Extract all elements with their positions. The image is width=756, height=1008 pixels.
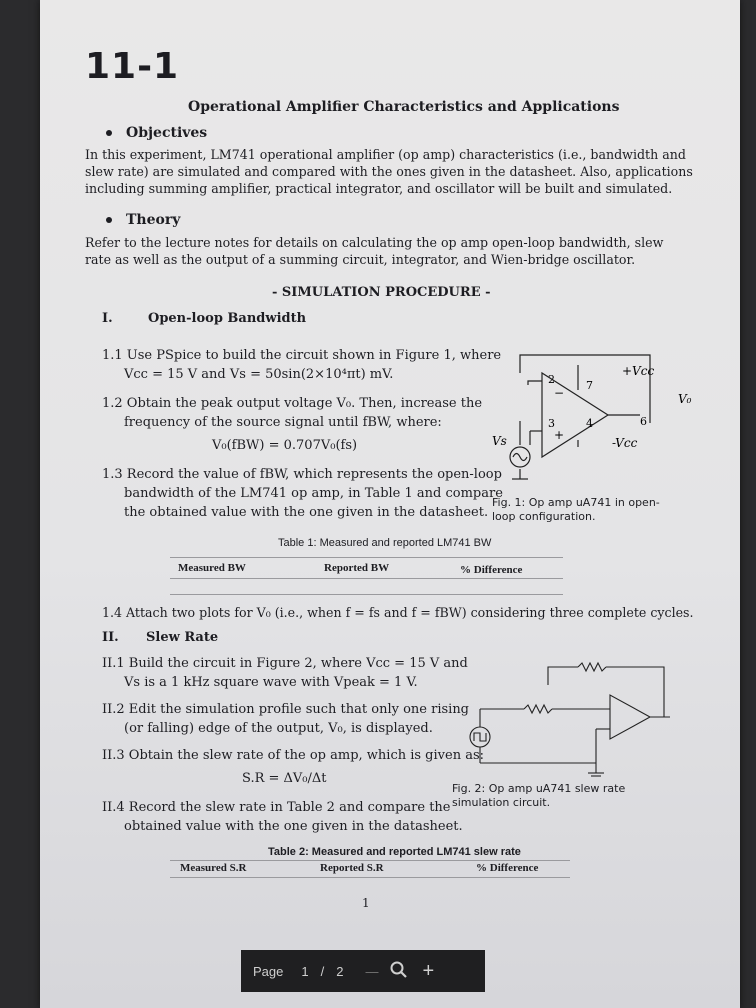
procedure-heading: - SIMULATION PROCEDURE - — [272, 285, 491, 300]
pin4-label: 4 — [586, 417, 593, 430]
table-1-header-reported: Reported BW — [324, 562, 390, 574]
table-2-header-rule — [170, 877, 570, 878]
pin7-label: 7 — [586, 379, 593, 392]
zoom-icon[interactable] — [390, 961, 408, 982]
vcc-neg-label: -Vcc — [612, 436, 638, 450]
table-1-header-difference: % Difference — [460, 564, 523, 576]
step-2-1: II.1 Build the circuit in Figure 2, where Vcc = 15 V and Vs is a 1 kHz square wave with Vpeak = 1 V. — [102, 656, 468, 690]
section-2-title: Slew Rate — [146, 630, 219, 645]
document-number: 11-1 — [85, 46, 180, 87]
document-page — [40, 0, 740, 1008]
vcc-pos-label: +Vcc — [622, 364, 655, 378]
table-1-bottom-rule — [170, 594, 563, 595]
plus-terminal: + — [554, 428, 565, 442]
zoom-out-button[interactable]: — — [365, 963, 379, 979]
step-2-3: II.3 Obtain the slew rate of the op amp, which is given as: S.R = ΔV₀/Δt — [102, 748, 485, 786]
table-1-top-rule — [170, 557, 563, 558]
table-1-header-rule — [170, 578, 563, 579]
page-navigator — [241, 950, 485, 992]
figure-2-circuit — [460, 655, 680, 785]
step-1-3: 1.3 Record the value of fBW, which represents the open-loop bandwidth of the LM741 op amp, in Table 1 and compare the obtained value with the one given in the datasheet. — [102, 467, 503, 520]
section-1-title: Open-loop Bandwidth — [148, 311, 307, 326]
pin2-label: 2 — [548, 373, 555, 386]
vo-label: V₀ — [678, 392, 692, 406]
bullet-icon — [106, 217, 112, 223]
table-1-header-measured: Measured BW — [178, 562, 246, 574]
figure-1-caption: Fig. 1: Op amp uA741 in open- loop configuration. — [492, 496, 660, 523]
table-2-header-difference: % Difference — [476, 862, 539, 874]
vs-label: Vs — [492, 434, 507, 448]
table-2-top-rule — [170, 860, 570, 861]
pager-label: Page — [253, 963, 284, 979]
pager-current[interactable]: 1 — [301, 963, 309, 979]
section-2-number: II. — [102, 630, 119, 645]
theory-heading: Theory — [106, 212, 180, 228]
step-1-2: 1.2 Obtain the peak output voltage V₀. Then, increase the frequency of the source signal until fBW, where: V₀(fBW) = 0.707V₀(fs) — [102, 396, 483, 453]
theory-text: Refer to the lecture notes for details on calculating the op amp open-loop bandwidth, slew rate as well as the output of a summing circuit, integrator, and Wien-bridge oscillator. — [85, 235, 664, 267]
zoom-in-button[interactable]: + — [422, 959, 435, 982]
step-1-4: 1.4 Attach two plots for V₀ (i.e., when f = fs and f = fBW) considering three complete cycles. — [102, 605, 694, 620]
figure-2-caption: Fig. 2: Op amp uA741 slew rate simulation circuit. — [452, 782, 626, 809]
page-title: Operational Amplifier Characteristics and Applications — [188, 99, 620, 115]
table-2-header-reported: Reported S.R — [320, 862, 384, 874]
step-1-1: 1.1 Use PSpice to build the circuit shown in Figure 1, where Vcc = 15 V and Vs = 50sin(2×10⁴πt) mV. — [102, 348, 502, 382]
bullet-icon — [106, 130, 112, 136]
objectives-text: In this experiment, LM741 operational amplifier (op amp) characteristics (i.e., bandwidth and slew rate) are simulated and compared with the ones given in the datasheet. Also, applications including summing amplifier, practical integrator, and oscillator will be built and simulated. — [85, 147, 693, 196]
pager-separator: / — [320, 963, 325, 979]
page-number: 1 — [362, 896, 370, 910]
pin3-label: 3 — [548, 417, 555, 430]
step-2-4: II.4 Record the slew rate in Table 2 and compare the obtained value with the one given in the datasheet. — [102, 800, 463, 834]
table-1-title: Table 1: Measured and reported LM741 BW — [278, 537, 492, 549]
pager-total: 2 — [336, 963, 344, 979]
op-amp-symbol — [610, 695, 650, 739]
input-resistor-icon — [524, 705, 552, 713]
figure-1-circuit — [490, 345, 690, 475]
feedback-resistor-icon — [578, 663, 606, 671]
table-2-title: Table 2: Measured and reported LM741 slew rate — [268, 846, 521, 858]
objectives-heading: Objectives — [106, 125, 207, 141]
step-2-2: II.2 Edit the simulation profile such that only one rising (or falling) edge of the output, V₀, is displayed. — [102, 702, 470, 736]
pin6-label: 6 — [640, 415, 647, 428]
section-1-number: I. — [102, 311, 113, 326]
minus-terminal: − — [554, 386, 565, 400]
table-2-header-measured: Measured S.R — [180, 862, 247, 874]
